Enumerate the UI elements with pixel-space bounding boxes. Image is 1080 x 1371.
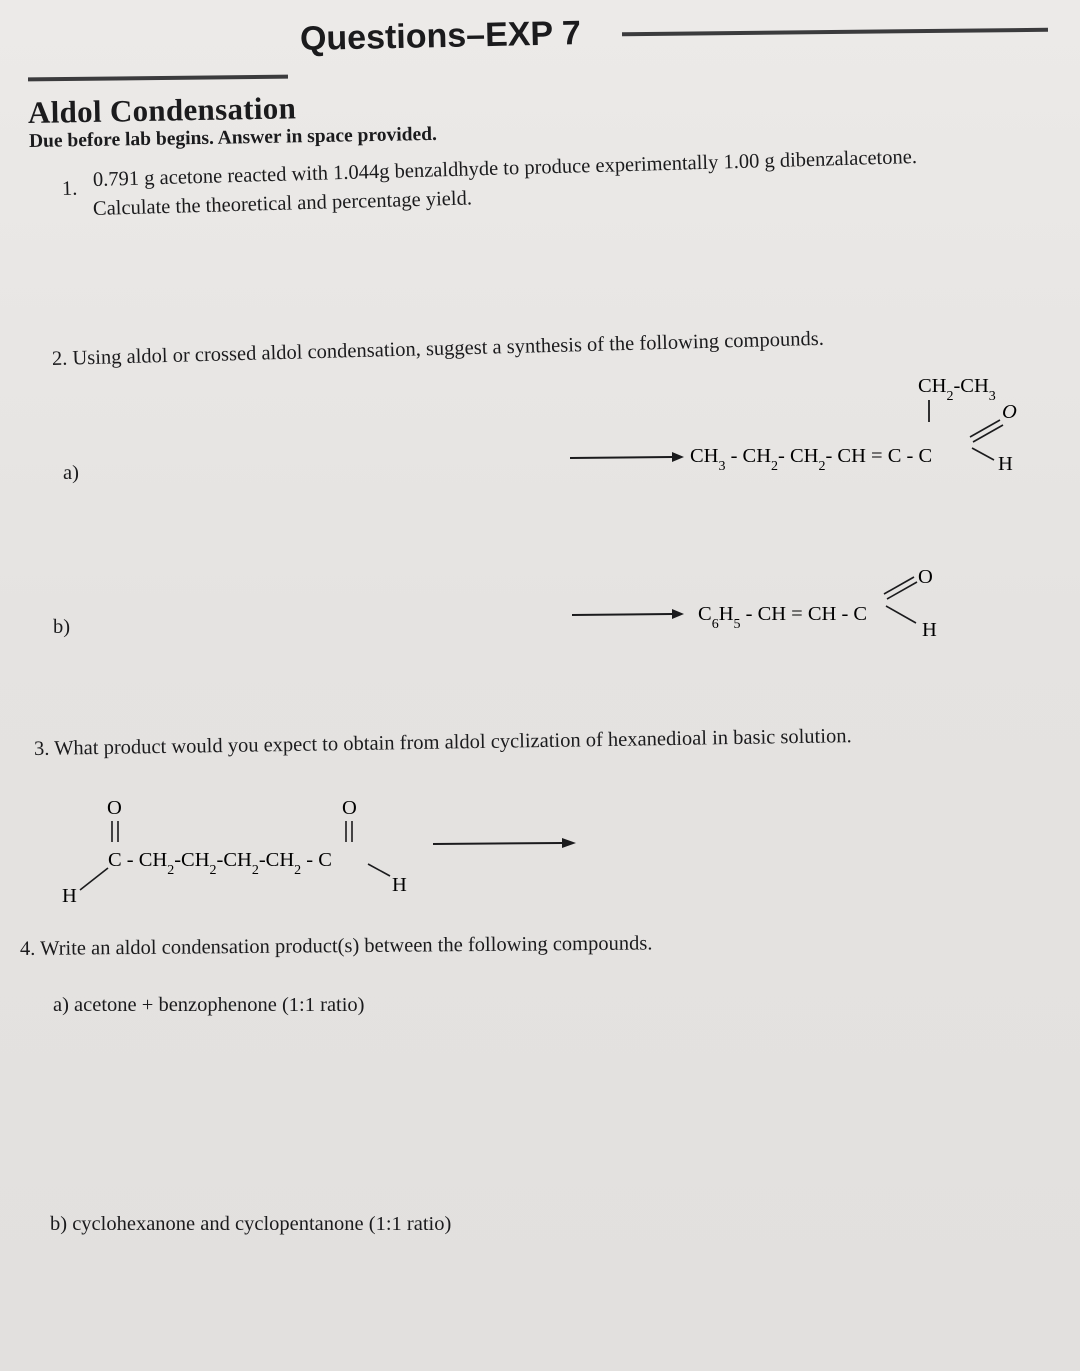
q3-hydrogen-right: H xyxy=(392,874,407,896)
section-title: Aldol Condensation xyxy=(27,90,297,130)
q1-line1: 0.791 g acetone reacted with 1.044g benzaldhyde to produce experimentally 1.00 g dibenzalacetone. xyxy=(92,145,918,191)
q2b-structure xyxy=(560,560,1000,650)
q2b-oxygen: O xyxy=(918,566,933,588)
section-subtitle: Due before lab begins. Answer in space provided. xyxy=(28,123,438,152)
q3-oxygen-right: O xyxy=(342,797,357,819)
q2b-chain: $C_6H_5$ - CH = CH - C xyxy=(698,603,868,632)
q1-number: 1. xyxy=(61,177,78,200)
q4a-text: a) acetone + benzophenone (1:1 ratio) xyxy=(53,994,365,1016)
q2a-label: a) xyxy=(63,462,79,484)
q2b-hydrogen: H xyxy=(922,619,937,641)
q2a-arrow-shaft xyxy=(570,457,672,458)
header-rule-left xyxy=(28,75,288,82)
q2-question: 2. Using aldol or crossed aldol condensation, suggest a synthesis of the following compounds. xyxy=(51,327,825,370)
q3-chain: C - $CH_2-CH_2-CH_2-CH_2$ - C xyxy=(108,849,332,878)
q2a-branch: $CH_2-CH_3$ xyxy=(918,375,996,404)
q2b-h-bond xyxy=(886,606,916,623)
q3-oxygen-left: O xyxy=(107,797,122,819)
q4b-text: b) cyclohexanone and cyclopentanone (1:1 ratio) xyxy=(50,1213,452,1235)
q3-arrow-shaft xyxy=(433,843,562,844)
q3-h-bond-left xyxy=(80,868,108,890)
q3-hydrogen-left: H xyxy=(62,885,77,907)
q2b-arrow-shaft xyxy=(572,614,672,615)
q3-h-bond-right xyxy=(368,864,390,876)
q2a-hydrogen: H xyxy=(998,453,1013,475)
q2a-oxygen: O xyxy=(1002,401,1017,423)
q2a-h-bond xyxy=(972,448,994,460)
q2b-label: b) xyxy=(53,616,71,638)
header-title: Questions–EXP 7 xyxy=(299,14,582,58)
q4-question: 4. Write an aldol condensation product(s) between the following compounds. xyxy=(19,932,653,960)
q2b-arrow-head xyxy=(672,609,684,619)
q3-arrow-head xyxy=(562,838,576,848)
q1-line2: Calculate the theoretical and percentage yield. xyxy=(92,187,473,220)
q2a-structure xyxy=(560,370,1040,480)
q3-question: 3. What product would you expect to obtain from aldol cyclization of hexanedioal in basic solution. xyxy=(33,725,852,760)
header-rule-right xyxy=(622,28,1048,36)
q3-structure xyxy=(50,790,590,910)
q2a-chain: $CH_3 - CH_2-$ $CH_2-$ CH = C - C xyxy=(690,445,933,474)
q2a-arrow-head xyxy=(672,452,684,462)
